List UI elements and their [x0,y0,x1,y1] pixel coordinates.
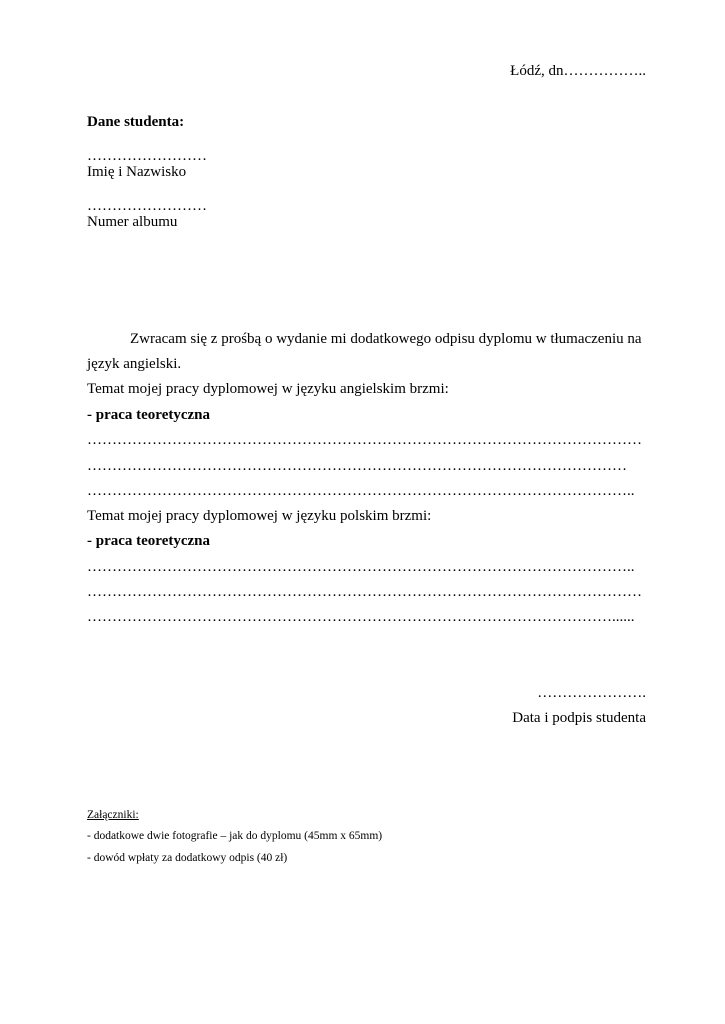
student-section-title: Dane studenta: [87,114,185,130]
name-label: Imię i Nazwisko [87,164,187,180]
topic-en-line: ……………………………………………………………………………………………… [87,458,627,474]
attachment-item: - dowód wpłaty za dodatkowy odpis (40 zł) [87,852,288,864]
request-line-2: język angielski. [87,356,182,372]
topic-en-line: ……………………………………………………………………………………………….. [87,483,635,499]
topic-en-type: - praca teoretyczna [87,407,211,423]
name-dots: …………………… [87,148,207,164]
signature-label: Data i podpis studenta [512,710,646,726]
topic-pl-line: ……………………………………………………………………………………………...... [87,609,635,625]
album-dots: …………………… [87,198,207,214]
topic-pl-type: - praca teoretyczna [87,533,211,549]
topic-pl-line: ……………………………………………………………………………………………….. [87,559,635,575]
topic-pl-label: Temat mojej pracy dyplomowej w języku polskim brzmi: [87,508,432,524]
attachment-item: - dodatkowe dwie fotografie – jak do dyplomu (45mm x 65mm) [87,830,383,842]
attachments-title: Załączniki: [87,809,139,821]
request-line-1: Zwracam się z prośbą o wydanie mi dodatkowego odpisu dyplomu w tłumaczeniu na [130,331,642,347]
topic-en-line: ………………………………………………………………………………………………… [87,432,642,448]
place-date-line: Łódź, dn…………….. [510,63,646,79]
album-label: Numer albumu [87,214,178,230]
topic-en-label: Temat mojej pracy dyplomowej w języku angielskim brzmi: [87,381,449,397]
topic-pl-line: ………………………………………………………………………………………………… [87,584,642,600]
signature-dots: …………………. [537,685,646,701]
